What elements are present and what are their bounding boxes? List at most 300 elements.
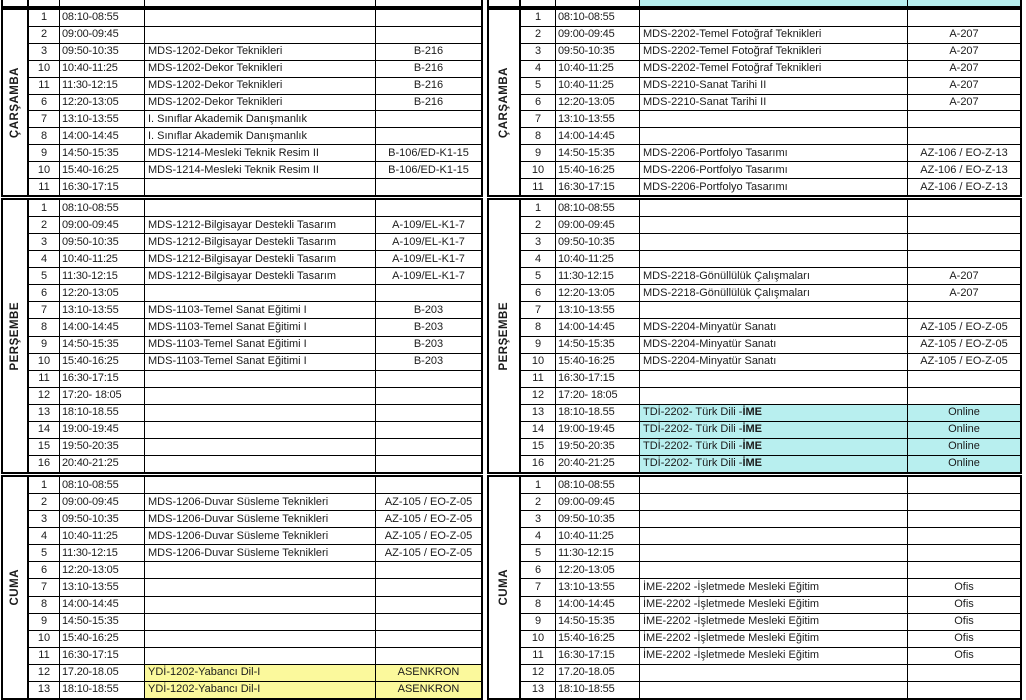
course-cell — [144, 494, 375, 510]
day-section-çarşamba — [1, 8, 483, 197]
table-row — [521, 178, 1020, 195]
course-label: MDS-1206-Duvar Süsleme Teknikleri — [148, 495, 329, 508]
course-label: MDS-2202-Temel Fotoğraf Teknikleri — [643, 45, 822, 58]
course-cell — [639, 388, 907, 404]
course-cell — [639, 10, 907, 26]
course-cell — [639, 0, 907, 6]
rows — [521, 0, 1020, 6]
table-row — [29, 77, 481, 94]
table-row — [521, 387, 1020, 404]
room-cell — [375, 285, 481, 301]
room-cell — [375, 10, 481, 26]
course-cell — [639, 614, 907, 630]
course-label: MDS-2206-Portfolyo Tasarımı — [643, 180, 788, 193]
course-cell — [639, 61, 907, 77]
room-cell: AZ-105 / EO-Z-05 — [907, 354, 1020, 370]
course-cell — [144, 337, 375, 353]
table-row — [521, 200, 1020, 216]
room-cell — [907, 128, 1020, 144]
table-row — [521, 94, 1020, 111]
time-cell: 13:10-13:55 — [59, 111, 144, 127]
time-cell: 16:30-17:15 — [555, 371, 639, 387]
period-cell: 2 — [40, 495, 48, 508]
period-cell: 8 — [40, 129, 48, 142]
course-label: MDS-2204-Minyatür Sanatı — [643, 338, 777, 351]
table-row — [521, 216, 1020, 233]
course-label: MDS-1206-Duvar Süsleme Teknikleri — [148, 529, 329, 542]
time-cell: 09:50-10:35 — [555, 44, 639, 60]
num-cell — [521, 0, 555, 6]
table-row — [29, 336, 481, 353]
course-cell — [144, 319, 375, 335]
room-cell: ASENKRON — [375, 682, 481, 698]
room-cell: ASENKRON — [375, 665, 481, 681]
room-cell: A-207 — [907, 61, 1020, 77]
period-cell: 10 — [531, 632, 545, 645]
course-cell — [144, 405, 375, 421]
room-cell — [907, 10, 1020, 26]
course-cell — [639, 128, 907, 144]
table-row — [521, 493, 1020, 510]
time-cell: 13:10-13:55 — [555, 111, 639, 127]
time-cell: 20:40-21:25 — [555, 456, 639, 472]
period-cell: 3 — [40, 512, 48, 525]
course-cell — [144, 61, 375, 77]
time-cell: 15:40-16:25 — [555, 162, 639, 178]
rows — [521, 477, 1020, 698]
table-row — [521, 510, 1020, 527]
period-cell: 7 — [534, 581, 542, 593]
period-cell: 1 — [534, 201, 542, 214]
period-cell: 3 — [534, 45, 542, 58]
course-cell — [144, 631, 375, 647]
day-section-cuma — [487, 475, 1022, 700]
room-cell: A-109/EL-K1-7 — [375, 251, 481, 267]
period-cell: 6 — [40, 563, 48, 576]
day-section-cuma — [1, 475, 483, 700]
period-cell: 11 — [532, 649, 544, 662]
time-cell: 17:20- 18:05 — [59, 388, 144, 404]
course-cell — [639, 682, 907, 698]
day-label-cell — [3, 10, 29, 195]
course-cell — [144, 528, 375, 544]
table-row — [521, 301, 1020, 318]
table-row — [29, 578, 481, 595]
room-cell — [375, 200, 481, 216]
course-cell — [639, 251, 907, 267]
table-row — [29, 267, 481, 284]
day-label-cell — [489, 0, 521, 6]
room-cell: A-207 — [907, 268, 1020, 284]
course-cell — [639, 631, 907, 647]
room-cell: AZ-106 / EO-Z-13 — [907, 145, 1020, 161]
period-cell: 3 — [534, 512, 542, 525]
course-cell — [144, 78, 375, 94]
room-cell: Online — [907, 456, 1020, 472]
period-cell: 14 — [531, 423, 545, 436]
time-cell: 19:00-19:45 — [59, 422, 144, 438]
time-cell: 14:50-15:35 — [555, 145, 639, 161]
time-cell: 10:40-11:25 — [59, 61, 144, 77]
room-cell — [907, 511, 1020, 527]
table-row — [521, 438, 1020, 455]
table-row — [521, 10, 1020, 26]
day-label: ÇARŞAMBA — [9, 66, 21, 139]
table-row — [521, 630, 1020, 647]
table-row — [521, 664, 1020, 681]
time-cell: 16:30-17:15 — [555, 179, 639, 195]
period-cell: 9 — [534, 615, 542, 628]
table-row — [521, 527, 1020, 544]
course-cell — [639, 302, 907, 318]
course-label: MDS-1212-Bilgisayar Destekli Tasarım — [148, 269, 337, 282]
room-cell: B-203 — [375, 319, 481, 335]
course-cell — [144, 128, 375, 144]
course-label: MDS-1206-Duvar Süsleme Teknikleri — [148, 546, 329, 559]
day-label-cell — [3, 200, 29, 472]
period-cell: 11 — [38, 79, 50, 92]
time-cell: 12:20-13:05 — [555, 285, 639, 301]
day-label: PERŞEMBE — [9, 301, 21, 371]
period-cell: 4 — [534, 252, 542, 265]
num-cell — [29, 0, 59, 6]
course-label: MDS-2210-Sanat Tarihi II — [643, 95, 767, 108]
course-cell — [144, 597, 375, 613]
table-row — [521, 370, 1020, 387]
time-cell: 09:00-09:45 — [555, 494, 639, 510]
course-cell — [144, 145, 375, 161]
time-cell: 09:50-10:35 — [59, 44, 144, 60]
course-cell — [144, 422, 375, 438]
room-cell — [907, 562, 1020, 578]
table-row — [521, 43, 1020, 60]
room-cell: B-216 — [375, 61, 481, 77]
room-cell — [907, 302, 1020, 318]
course-label: İME-2202 -İşletmede Mesleki Eğitim — [643, 598, 820, 611]
schedule-table-left — [1, 0, 483, 700]
room-cell — [375, 562, 481, 578]
time-cell: 09:50-10:35 — [555, 511, 639, 527]
table-row — [29, 10, 481, 26]
course-label: YDİ-1202-Yabancı Dil-I — [148, 666, 261, 679]
course-cell — [639, 405, 907, 421]
time-cell: 17.20-18.05 — [555, 665, 639, 681]
time-cell: 10:40-11:25 — [59, 251, 144, 267]
room-cell: B-203 — [375, 302, 481, 318]
table-row — [521, 318, 1020, 335]
table-row — [29, 110, 481, 127]
period-cell: 2 — [40, 28, 48, 41]
table-row — [521, 267, 1020, 284]
table-row — [521, 127, 1020, 144]
course-label: İME-2202 -İşletmede Mesleki Eğitim — [643, 581, 820, 593]
course-cell — [639, 337, 907, 353]
course-cell — [639, 456, 907, 472]
course-cell — [144, 10, 375, 26]
table-row — [521, 77, 1020, 94]
table-row — [29, 681, 481, 698]
table-row — [29, 127, 481, 144]
room-cell — [907, 528, 1020, 544]
period-cell: 1 — [534, 11, 542, 24]
period-cell: 7 — [534, 112, 542, 125]
course-cell — [639, 285, 907, 301]
day-label: ÇARŞAMBA — [498, 66, 510, 139]
time-cell: 15:40-16:25 — [555, 354, 639, 370]
time-cell: 12:20-13:05 — [555, 562, 639, 578]
course-cell — [144, 234, 375, 250]
table-row — [521, 161, 1020, 178]
table-row — [521, 613, 1020, 630]
room-cell: A-109/EL-K1-7 — [375, 234, 481, 250]
course-cell — [639, 111, 907, 127]
room-cell — [375, 128, 481, 144]
course-cell — [639, 44, 907, 60]
course-cell — [144, 44, 375, 60]
period-cell: 14 — [37, 423, 51, 436]
course-cell — [144, 648, 375, 664]
course-cell — [144, 179, 375, 195]
period-cell: 12 — [37, 666, 51, 679]
period-cell: 10 — [37, 632, 51, 645]
room-cell — [375, 405, 481, 421]
time-cell: 11:30-12:15 — [59, 268, 144, 284]
course-label: MDS-2218-Gönüllülük Çalışmaları — [643, 286, 810, 299]
course-cell — [144, 371, 375, 387]
course-cell — [144, 456, 375, 472]
period-cell: 10 — [531, 163, 545, 176]
room-cell: A-207 — [907, 285, 1020, 301]
period-cell: 7 — [40, 112, 48, 125]
room-cell — [907, 234, 1020, 250]
day-label-cell — [489, 200, 521, 472]
course-label: MDS-1103-Temel Sanat Eğitimi I — [148, 338, 307, 351]
room-cell: AZ-106 / EO-Z-13 — [907, 179, 1020, 195]
course-label: MDS-2202-Temel Fotoğraf Teknikleri — [643, 28, 822, 41]
course-cell — [639, 422, 907, 438]
room-cell: Online — [907, 439, 1020, 455]
room-cell: AZ-105 / EO-Z-05 — [375, 511, 481, 527]
period-cell: 13 — [37, 406, 51, 419]
period-cell: 1 — [534, 478, 542, 491]
period-cell: 10 — [37, 355, 51, 368]
time-cell: 08:10-08:55 — [555, 477, 639, 493]
course-cell — [639, 354, 907, 370]
course-cell — [639, 597, 907, 613]
table-row — [29, 510, 481, 527]
time-cell: 10:40-11:25 — [555, 78, 639, 94]
room-cell — [907, 0, 1020, 6]
room-cell: Online — [907, 422, 1020, 438]
period-cell: 12 — [37, 389, 51, 402]
period-cell: 9 — [40, 338, 48, 351]
course-cell — [639, 162, 907, 178]
table-row — [29, 477, 481, 493]
period-cell: 15 — [531, 440, 545, 453]
period-cell: 2 — [40, 218, 48, 231]
period-cell: 4 — [534, 529, 542, 542]
time-cell: 11:30-12:15 — [555, 268, 639, 284]
time-cell: 14:50-15:35 — [59, 614, 144, 630]
period-cell: 7 — [40, 581, 48, 593]
room-cell: A-109/EL-K1-7 — [375, 217, 481, 233]
period-cell: 12 — [531, 666, 545, 679]
period-cell: 6 — [534, 286, 542, 299]
table-row — [29, 630, 481, 647]
course-label: MDS-2206-Portfolyo Tasarımı — [643, 146, 788, 159]
period-cell: 16 — [37, 457, 51, 470]
table-row — [29, 387, 481, 404]
course-cell — [144, 268, 375, 284]
course-label: MDS-1212-Bilgisayar Destekli Tasarım — [148, 252, 337, 265]
room-cell: AZ-106 / EO-Z-13 — [907, 162, 1020, 178]
course-cell — [144, 302, 375, 318]
time-cell: 14:50-15:35 — [555, 614, 639, 630]
period-cell: 8 — [534, 129, 542, 142]
room-cell — [907, 388, 1020, 404]
course-label: MDS-2210-Sanat Tarihi II — [643, 79, 767, 92]
period-cell: 8 — [40, 320, 48, 333]
period-cell: 6 — [534, 563, 542, 576]
time-cell: 11:30-12:15 — [555, 545, 639, 561]
period-cell: 3 — [40, 235, 48, 248]
time-cell: 15:40-16:25 — [59, 162, 144, 178]
room-cell — [375, 597, 481, 613]
period-cell: 4 — [534, 62, 542, 75]
table-row — [29, 94, 481, 111]
table-row — [29, 561, 481, 578]
day-label-cell — [489, 477, 521, 698]
time-cell: 10:40-11:25 — [555, 528, 639, 544]
time-cell: 14:00-14:45 — [59, 597, 144, 613]
period-cell: 12 — [531, 389, 545, 402]
rows — [521, 10, 1020, 195]
time-cell: 18:10-18:55 — [59, 682, 144, 698]
course-cell — [144, 251, 375, 267]
course-label: MDS-2204-Minyatür Sanatı — [643, 355, 777, 368]
time-cell: 08:10-08:55 — [59, 200, 144, 216]
course-cell — [144, 614, 375, 630]
time-cell: 14:50-15:35 — [555, 337, 639, 353]
course-label: YDİ-1202-Yabancı Dil-I — [148, 683, 261, 696]
time-cell: 16:30-17:15 — [59, 179, 144, 195]
period-cell: 2 — [534, 218, 542, 231]
time-cell: 10:40-11:25 — [59, 528, 144, 544]
time-cell: 16:30-17:15 — [59, 371, 144, 387]
course-label: MDS-2202-Temel Fotoğraf Teknikleri — [643, 62, 822, 75]
course-cell — [144, 682, 375, 698]
course-cell — [144, 511, 375, 527]
course-cell — [144, 27, 375, 43]
room-cell — [907, 682, 1020, 698]
room-cell: B-203 — [375, 337, 481, 353]
time-cell: 08:10-08:55 — [555, 200, 639, 216]
room-cell — [907, 217, 1020, 233]
room-cell — [375, 579, 481, 595]
table-row — [29, 26, 481, 43]
table-row — [521, 0, 1020, 6]
period-cell: 5 — [40, 546, 48, 559]
time-cell: 09:00-09:45 — [555, 27, 639, 43]
room-cell: A-109/EL-K1-7 — [375, 268, 481, 284]
course-cell — [639, 234, 907, 250]
period-cell: 6 — [40, 286, 48, 299]
period-cell: 13 — [531, 406, 545, 419]
course-label: I. Sınıflar Akademik Danışmanlık — [148, 129, 307, 142]
table-row — [29, 493, 481, 510]
time-cell: 19:50-20:35 — [59, 439, 144, 455]
period-cell: 10 — [37, 163, 51, 176]
course-cell — [639, 665, 907, 681]
table-row — [521, 284, 1020, 301]
period-cell: 5 — [534, 79, 542, 92]
period-cell: 6 — [40, 95, 48, 108]
time-cell: 13:10-13:55 — [555, 302, 639, 318]
room-cell — [907, 665, 1020, 681]
course-label: İME-2202 -İşletmede Mesleki Eğitim — [643, 615, 820, 628]
time-cell — [555, 0, 639, 6]
table-row — [521, 110, 1020, 127]
day-label: CUMA — [498, 569, 510, 606]
table-row — [29, 301, 481, 318]
course-cell — [639, 439, 907, 455]
period-cell: 11 — [38, 372, 50, 385]
period-cell: 9 — [534, 146, 542, 159]
room-cell: AZ-105 / EO-Z-05 — [907, 319, 1020, 335]
table-row — [29, 421, 481, 438]
time-cell: 11:30-12:15 — [59, 545, 144, 561]
day-label: PERŞEMBE — [498, 301, 510, 371]
course-label: MDS-1212-Bilgisayar Destekli Tasarım — [148, 218, 337, 231]
period-cell: 8 — [40, 598, 48, 611]
period-cell: 8 — [534, 320, 542, 333]
room-cell: Ofis — [907, 579, 1020, 595]
course-cell — [144, 200, 375, 216]
period-cell: 3 — [534, 235, 542, 248]
time-cell: 09:50-10:35 — [59, 234, 144, 250]
course-label: MDS-1202-Dekor Teknikleri — [148, 62, 283, 75]
room-cell — [375, 439, 481, 455]
table-row — [29, 161, 481, 178]
schedule-table-right — [487, 0, 1022, 700]
room-cell — [375, 477, 481, 493]
time-cell: 16:30-17:15 — [59, 648, 144, 664]
period-cell: 13 — [37, 683, 51, 696]
partial-header-row — [487, 0, 1022, 8]
period-cell: 5 — [534, 546, 542, 559]
course-label: MDS-1103-Temel Sanat Eğitimi I — [148, 320, 307, 333]
room-cell: B-216 — [375, 44, 481, 60]
time-cell: 18:10-18.55 — [59, 405, 144, 421]
course-cell — [144, 545, 375, 561]
course-label: İME-2202 -İşletmede Mesleki Eğitim — [643, 649, 820, 662]
table-row — [521, 544, 1020, 561]
course-label: TDİ-2202- Türk Dili - — [643, 457, 743, 470]
time-cell: 14:00-14:45 — [555, 597, 639, 613]
period-cell: 1 — [40, 11, 48, 24]
course-cell — [639, 494, 907, 510]
course-label-bold: İME — [742, 440, 762, 453]
table-row — [521, 404, 1020, 421]
period-cell: 11 — [532, 180, 544, 193]
table-row — [29, 318, 481, 335]
course-label: MDS-1206-Duvar Süsleme Teknikleri — [148, 512, 329, 525]
course-cell — [639, 145, 907, 161]
period-cell: 5 — [534, 269, 542, 282]
day-label-cell — [3, 0, 29, 6]
course-label: MDS-1103-Temel Sanat Eğitimi I — [148, 355, 307, 368]
course-label: TDİ-2202- Türk Dili - — [643, 423, 743, 436]
